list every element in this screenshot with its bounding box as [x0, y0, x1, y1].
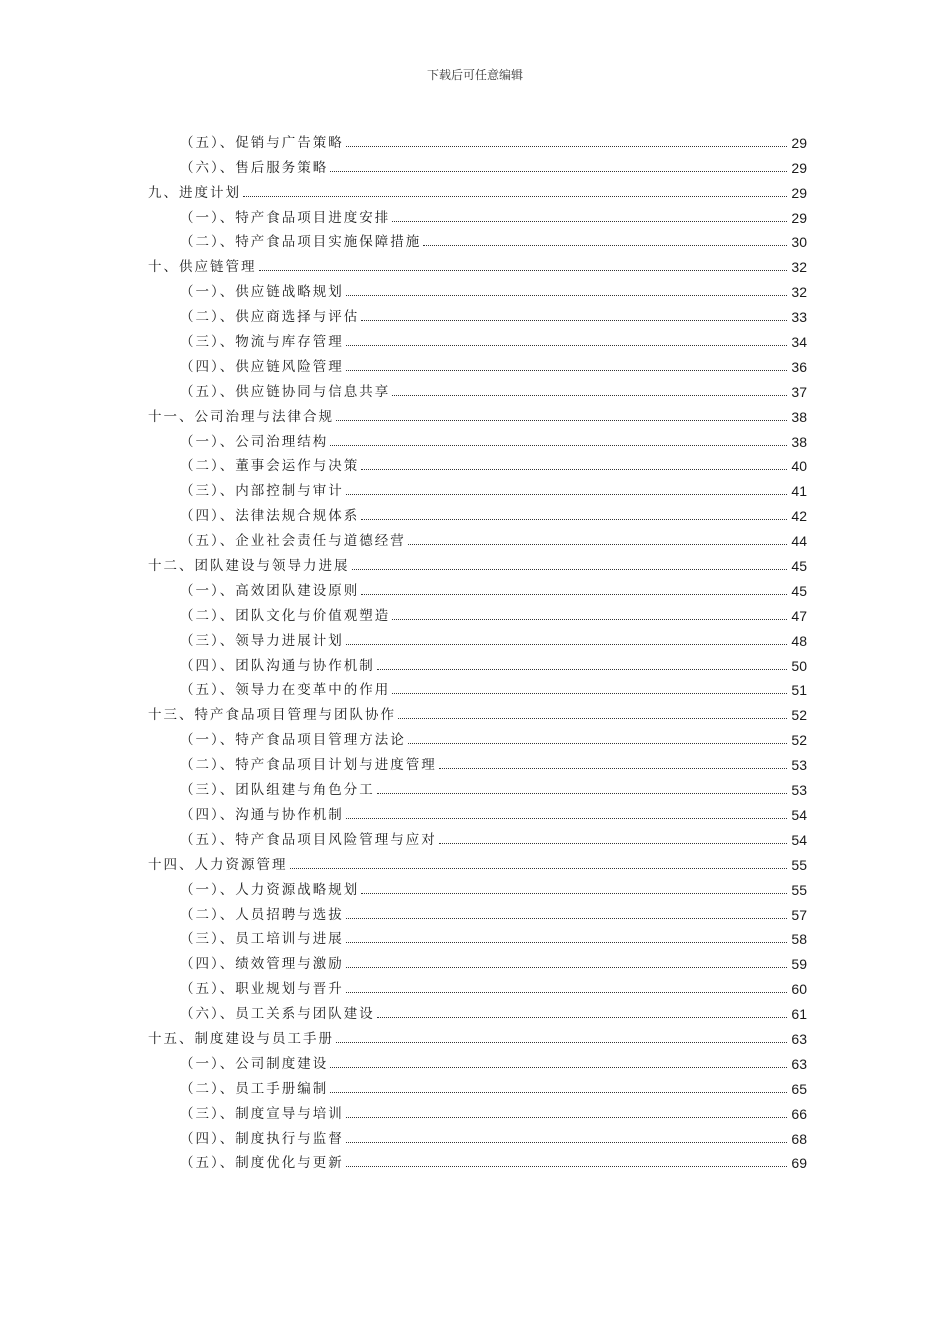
toc-page-number: 30: [791, 234, 807, 251]
toc-dot-leader: [346, 918, 787, 919]
toc-page-number: 55: [791, 881, 807, 898]
toc-entry-title: （一）、人力资源战略规划: [180, 881, 360, 898]
toc-entry-title: 九、进度计划: [148, 184, 241, 201]
toc-page-number: 68: [791, 1130, 807, 1147]
toc-section-entry[interactable]: [0, 773, 950, 798]
toc-entry-title: （三）、团队组建与角色分工: [180, 782, 375, 799]
toc-dot-leader: [439, 843, 787, 844]
toc-entry-title: （一）、供应链战略规划: [180, 284, 344, 301]
toc-entry-title: （五）、企业社会责任与道德经营: [180, 533, 406, 550]
toc-dot-leader: [361, 320, 787, 321]
toc-dot-leader: [439, 768, 787, 769]
toc-section-entry[interactable]: [0, 1072, 950, 1097]
toc-section-entry[interactable]: [0, 624, 950, 649]
toc-dot-leader: [408, 743, 787, 744]
toc-page-number: 44: [791, 533, 807, 550]
toc-section-entry[interactable]: [0, 201, 950, 226]
toc-page-number: 48: [791, 632, 807, 649]
toc-entry-title: 十三、特产食品项目管理与团队协作: [148, 707, 396, 724]
toc-page-number: 40: [791, 458, 807, 475]
toc-entry-title: （三）、内部控制与审计: [180, 483, 344, 500]
toc-dot-leader: [392, 619, 787, 620]
toc-section-entry[interactable]: [0, 798, 950, 823]
toc-page-number: 66: [791, 1105, 807, 1122]
toc-dot-leader: [330, 171, 787, 172]
toc-dot-leader: [361, 594, 787, 595]
toc-section-entry[interactable]: [0, 474, 950, 499]
toc-page-number: 65: [791, 1080, 807, 1097]
toc-dot-leader: [346, 942, 787, 943]
toc-section-entry[interactable]: [0, 923, 950, 948]
toc-dot-leader: [330, 445, 787, 446]
toc-entry-title: 十四、人力资源管理: [148, 856, 288, 873]
toc-entry-title: 十一、公司治理与法律合规: [148, 408, 334, 425]
toc-section-entry[interactable]: [0, 375, 950, 400]
toc-dot-leader: [346, 818, 787, 819]
toc-dot-leader: [346, 1117, 787, 1118]
toc-entry-title: 十二、团队建设与领导力进展: [148, 558, 350, 575]
toc-dot-leader: [346, 345, 787, 346]
toc-entry-title: （五）、供应链协同与信息共享: [180, 383, 391, 400]
toc-dot-leader: [336, 1042, 787, 1043]
toc-entry-title: （二）、特产食品项目实施保障措施: [180, 234, 422, 251]
toc-entry-title: （二）、董事会运作与决策: [180, 458, 360, 475]
page-header: 下载后可任意编辑: [426, 68, 523, 82]
toc-page-number: 59: [791, 956, 807, 973]
toc-page-number: 51: [791, 682, 807, 699]
toc-section-entry[interactable]: [0, 524, 950, 549]
toc-dot-leader: [330, 1092, 787, 1093]
toc-dot-leader: [392, 395, 787, 396]
toc-entry-title: （一）、公司制度建设: [180, 1055, 329, 1072]
toc-entry-title: （四）、供应链风险管理: [180, 358, 344, 375]
toc-chapter-entry[interactable]: [0, 549, 950, 574]
toc-entry-title: （二）、人员招聘与选拔: [180, 906, 344, 923]
toc-section-entry[interactable]: [0, 450, 950, 475]
toc-dot-leader: [377, 793, 787, 794]
toc-dot-leader: [361, 893, 787, 894]
toc-chapter-entry[interactable]: [0, 1022, 950, 1047]
table-of-contents: [0, 126, 950, 1171]
toc-dot-leader: [336, 420, 787, 421]
toc-section-entry[interactable]: [0, 599, 950, 624]
toc-dot-leader: [346, 295, 787, 296]
toc-entry-title: （四）、制度执行与监督: [180, 1130, 344, 1147]
toc-page-number: 34: [791, 334, 807, 351]
toc-page-number: 38: [791, 433, 807, 450]
toc-page-number: 61: [791, 1006, 807, 1023]
toc-dot-leader: [377, 1017, 787, 1018]
toc-dot-leader: [346, 146, 787, 147]
toc-page-number: 52: [791, 732, 807, 749]
toc-page-number: 45: [791, 582, 807, 599]
toc-page-number: 52: [791, 707, 807, 724]
toc-chapter-entry[interactable]: [0, 176, 950, 201]
toc-dot-leader: [423, 245, 787, 246]
toc-page-number: 45: [791, 558, 807, 575]
toc-chapter-entry[interactable]: [0, 250, 950, 275]
toc-dot-leader: [346, 370, 787, 371]
toc-page-number: 54: [791, 831, 807, 848]
toc-section-entry[interactable]: [0, 649, 950, 674]
toc-entry-title: （二）、供应商选择与评估: [180, 309, 360, 326]
toc-section-entry[interactable]: [0, 1097, 950, 1122]
toc-page-number: 33: [791, 309, 807, 326]
toc-page-number: 47: [791, 607, 807, 624]
toc-section-entry[interactable]: [0, 126, 950, 151]
toc-dot-leader: [352, 569, 788, 570]
toc-dot-leader: [361, 519, 787, 520]
toc-page-number: 60: [791, 981, 807, 998]
toc-entry-title: （三）、领导力进展计划: [180, 632, 344, 649]
toc-section-entry[interactable]: [0, 1147, 950, 1172]
toc-dot-leader: [392, 221, 787, 222]
toc-section-entry[interactable]: [0, 300, 950, 325]
toc-section-entry[interactable]: [0, 947, 950, 972]
toc-entry-title: （三）、员工培训与进展: [180, 931, 344, 948]
toc-dot-leader: [243, 196, 787, 197]
toc-page-number: 38: [791, 408, 807, 425]
toc-dot-leader: [361, 469, 787, 470]
toc-entry-title: （二）、员工手册编制: [180, 1080, 329, 1097]
toc-entry-title: （三）、物流与库存管理: [180, 334, 344, 351]
toc-entry-title: （一）、特产食品项目管理方法论: [180, 732, 406, 749]
toc-page-number: 58: [791, 931, 807, 948]
toc-entry-title: （四）、沟通与协作机制: [180, 806, 344, 823]
toc-entry-title: （五）、促销与广告策略: [180, 134, 344, 151]
toc-page-number: 29: [791, 184, 807, 201]
toc-dot-leader: [346, 1142, 787, 1143]
toc-section-entry[interactable]: [0, 499, 950, 524]
toc-page-number: 53: [791, 757, 807, 774]
toc-chapter-entry[interactable]: [0, 848, 950, 873]
toc-entry-title: 十五、制度建设与员工手册: [148, 1030, 334, 1047]
toc-page-number: 53: [791, 782, 807, 799]
toc-section-entry[interactable]: [0, 674, 950, 699]
toc-entry-title: （二）、团队文化与价值观塑造: [180, 607, 391, 624]
toc-section-entry[interactable]: [0, 972, 950, 997]
toc-entry-title: （五）、特产食品项目风险管理与应对: [180, 831, 437, 848]
toc-entry-title: （一）、特产食品项目进度安排: [180, 209, 391, 226]
toc-section-entry[interactable]: [0, 350, 950, 375]
toc-dot-leader: [346, 1166, 787, 1167]
toc-section-entry[interactable]: [0, 898, 950, 923]
toc-entry-title: （五）、领导力在变革中的作用: [180, 682, 391, 699]
toc-dot-leader: [346, 644, 787, 645]
toc-page-number: 63: [791, 1030, 807, 1047]
toc-section-entry[interactable]: [0, 325, 950, 350]
toc-page-number: 29: [791, 209, 807, 226]
toc-page-number: 57: [791, 906, 807, 923]
toc-chapter-entry[interactable]: [0, 400, 950, 425]
toc-entry-title: （一）、高效团队建设原则: [180, 582, 360, 599]
toc-page-number: 32: [791, 259, 807, 276]
toc-dot-leader: [398, 718, 787, 719]
toc-section-entry[interactable]: [0, 151, 950, 176]
toc-dot-leader: [408, 544, 787, 545]
toc-section-entry[interactable]: [0, 723, 950, 748]
toc-section-entry[interactable]: [0, 748, 950, 773]
toc-section-entry[interactable]: [0, 574, 950, 599]
toc-entry-title: （四）、绩效管理与激励: [180, 956, 344, 973]
toc-section-entry[interactable]: [0, 275, 950, 300]
toc-page-number: 37: [791, 383, 807, 400]
toc-section-entry[interactable]: [0, 873, 950, 898]
toc-entry-title: （三）、制度宣导与培训: [180, 1105, 344, 1122]
toc-entry-title: （六）、员工关系与团队建设: [180, 1006, 375, 1023]
toc-dot-leader: [346, 992, 787, 993]
toc-page-number: 50: [791, 657, 807, 674]
toc-dot-leader: [346, 494, 787, 495]
toc-page-number: 63: [791, 1055, 807, 1072]
toc-entry-title: （五）、职业规划与晋升: [180, 981, 344, 998]
toc-section-entry[interactable]: [0, 425, 950, 450]
toc-entry-title: （二）、特产食品项目计划与进度管理: [180, 757, 437, 774]
toc-entry-title: 十、供应链管理: [148, 259, 257, 276]
toc-dot-leader: [259, 270, 788, 271]
toc-section-entry[interactable]: [0, 997, 950, 1022]
toc-dot-leader: [392, 693, 787, 694]
toc-section-entry[interactable]: [0, 226, 950, 251]
toc-page-number: 42: [791, 508, 807, 525]
toc-section-entry[interactable]: [0, 1122, 950, 1147]
toc-entry-title: （四）、团队沟通与协作机制: [180, 657, 375, 674]
toc-dot-leader: [346, 967, 787, 968]
toc-dot-leader: [330, 1067, 787, 1068]
toc-dot-leader: [377, 669, 787, 670]
toc-section-entry[interactable]: [0, 1047, 950, 1072]
toc-entry-title: （五）、制度优化与更新: [180, 1155, 344, 1172]
toc-page-number: 36: [791, 358, 807, 375]
toc-page-number: 41: [791, 483, 807, 500]
toc-page-number: 69: [791, 1155, 807, 1172]
toc-section-entry[interactable]: [0, 823, 950, 848]
toc-dot-leader: [290, 868, 788, 869]
toc-entry-title: （四）、法律法规合规体系: [180, 508, 360, 525]
toc-page-number: 55: [791, 856, 807, 873]
toc-chapter-entry[interactable]: [0, 698, 950, 723]
toc-page-number: 32: [791, 284, 807, 301]
toc-page-number: 29: [791, 159, 807, 176]
toc-page-number: 29: [791, 134, 807, 151]
toc-entry-title: （六）、售后服务策略: [180, 159, 329, 176]
toc-page-number: 54: [791, 806, 807, 823]
toc-entry-title: （一）、公司治理结构: [180, 433, 329, 450]
